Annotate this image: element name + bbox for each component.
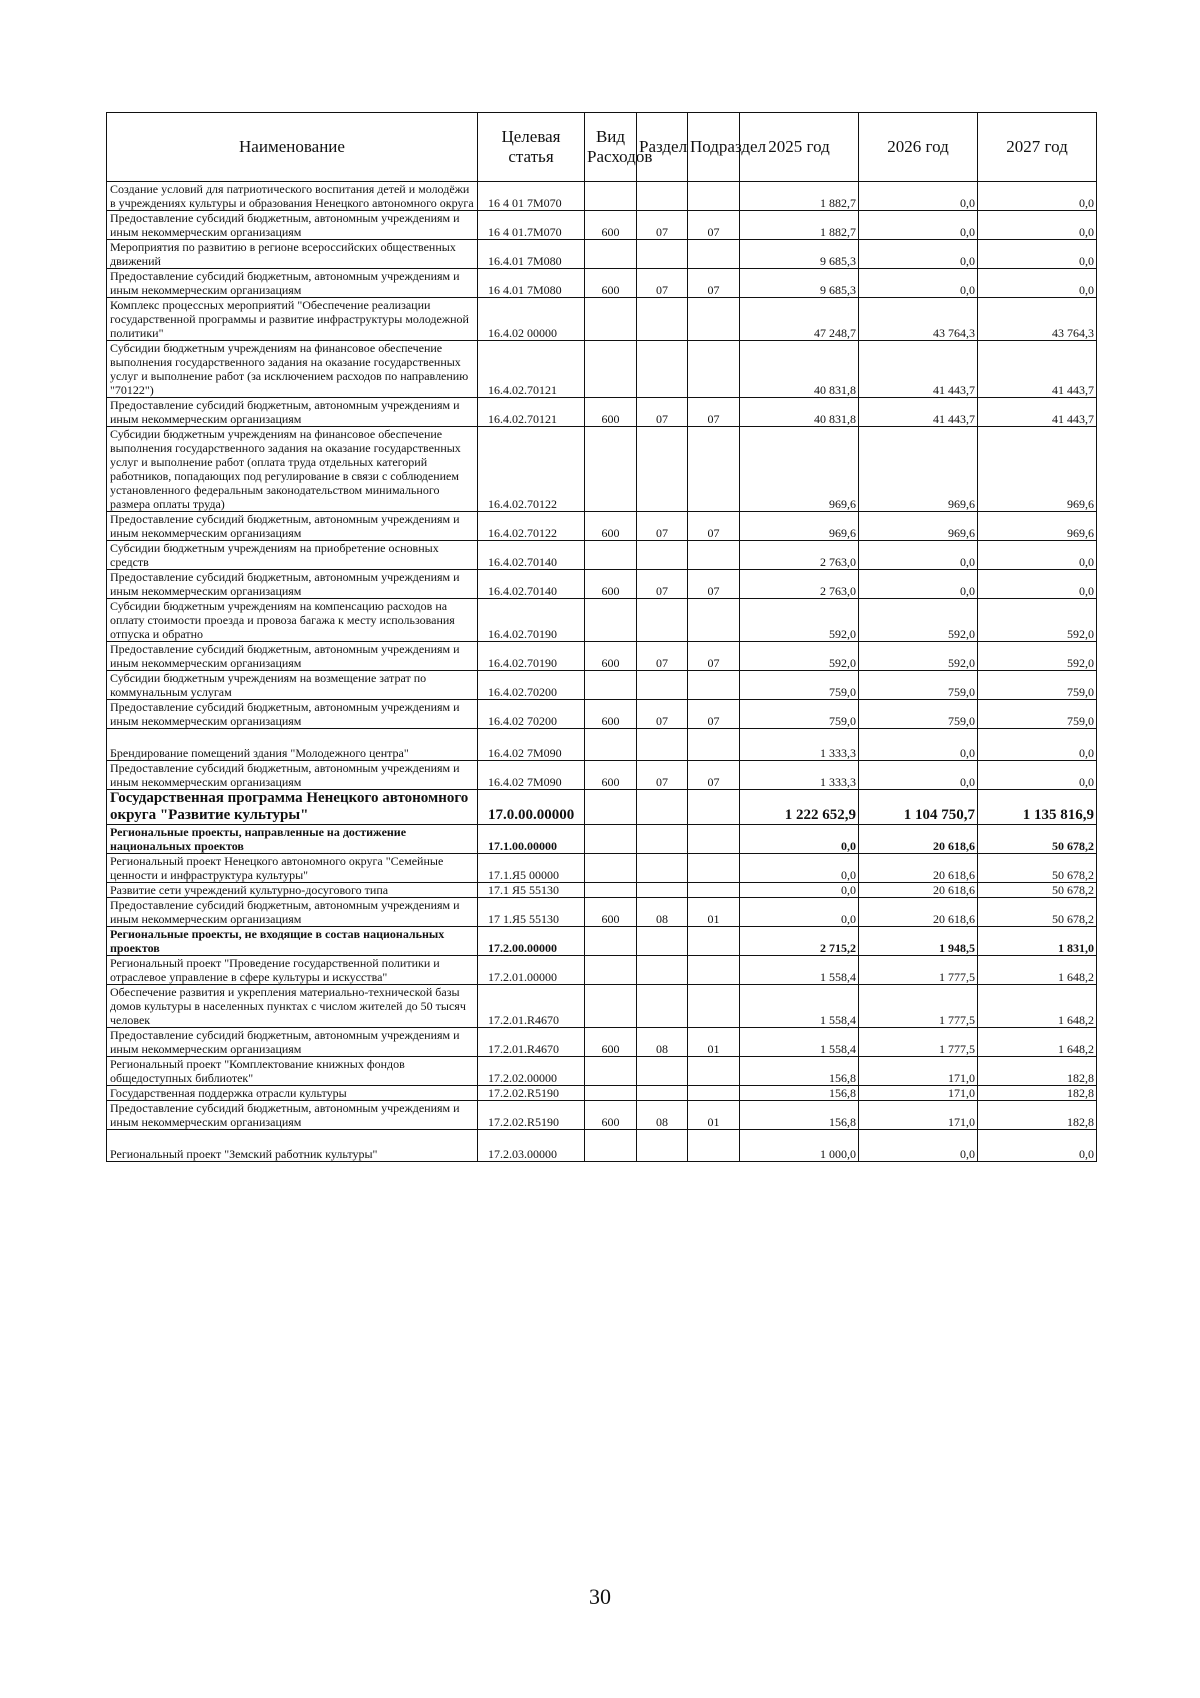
cell-subsection: 07 <box>688 269 740 298</box>
cell-target-article: 16 4.01 7М080 <box>478 269 585 298</box>
cell-expense-type <box>585 298 637 341</box>
cell-section: 07 <box>637 700 688 729</box>
cell-year-2025: 0,0 <box>740 883 859 898</box>
cell-year-2027: 0,0 <box>978 269 1097 298</box>
header-year-2026: 2026 год <box>859 113 978 182</box>
cell-expense-type: 600 <box>585 398 637 427</box>
cell-year-2025: 0,0 <box>740 898 859 927</box>
cell-section: 07 <box>637 512 688 541</box>
header-section: Раздел <box>637 113 688 182</box>
cell-target-article: 16.4.02 70200 <box>478 700 585 729</box>
cell-year-2027: 50 678,2 <box>978 825 1097 854</box>
cell-year-2025: 1 000,0 <box>740 1130 859 1162</box>
cell-year-2025: 9 685,3 <box>740 269 859 298</box>
cell-year-2026: 43 764,3 <box>859 298 978 341</box>
cell-expense-type <box>585 541 637 570</box>
table-row <box>107 240 1097 269</box>
cell-year-2026: 20 618,6 <box>859 854 978 883</box>
cell-year-2025: 47 248,7 <box>740 298 859 341</box>
page-number: 30 <box>589 1584 611 1609</box>
table-row <box>107 825 1097 854</box>
cell-target-article: 16.4.02.70121 <box>478 341 585 398</box>
cell-subsection: 07 <box>688 512 740 541</box>
cell-target-article: 17.2.01.R4670 <box>478 1028 585 1057</box>
cell-section <box>637 1057 688 1086</box>
cell-target-article: 17.2.00.00000 <box>478 927 585 956</box>
cell-year-2026: 20 618,6 <box>859 898 978 927</box>
header-target-article: Целевая статья <box>478 113 585 182</box>
cell-target-article: 17 1.Я5 55130 <box>478 898 585 927</box>
cell-section <box>637 599 688 642</box>
cell-section <box>637 298 688 341</box>
cell-name: Субсидии бюджетным учреждениям на возмещение затрат по коммунальным услугам <box>107 671 478 700</box>
cell-year-2026: 20 618,6 <box>859 825 978 854</box>
cell-year-2026: 0,0 <box>859 1130 978 1162</box>
header-subsection: Подраздел <box>688 113 740 182</box>
cell-year-2026: 171,0 <box>859 1057 978 1086</box>
cell-name: Предоставление субсидий бюджетным, автономным учреждениям и иным некоммерческим организациям <box>107 512 478 541</box>
cell-section <box>637 541 688 570</box>
cell-subsection: 07 <box>688 211 740 240</box>
cell-year-2026: 0,0 <box>859 761 978 790</box>
cell-subsection: 01 <box>688 1028 740 1057</box>
cell-target-article: 17.2.02.00000 <box>478 1057 585 1086</box>
cell-year-2025: 592,0 <box>740 642 859 671</box>
cell-year-2025: 1 558,4 <box>740 956 859 985</box>
cell-subsection: 07 <box>688 642 740 671</box>
cell-subsection <box>688 298 740 341</box>
cell-year-2027: 41 443,7 <box>978 341 1097 398</box>
cell-target-article: 16.4.02 7М090 <box>478 761 585 790</box>
cell-year-2025: 1 882,7 <box>740 182 859 211</box>
cell-name: Обеспечение развития и укрепления материально-технической базы домов культуры в населенных пунктах с числом жителей до 50 тысяч человек <box>107 985 478 1028</box>
cell-name: Региональные проекты, не входящие в состав национальных проектов <box>107 927 478 956</box>
header-row <box>107 113 1097 182</box>
cell-year-2027: 1 648,2 <box>978 985 1097 1028</box>
cell-expense-type: 600 <box>585 642 637 671</box>
table-row <box>107 1086 1097 1101</box>
cell-year-2027: 182,8 <box>978 1057 1097 1086</box>
cell-year-2025: 2 763,0 <box>740 570 859 599</box>
table-row <box>107 642 1097 671</box>
cell-year-2025: 40 831,8 <box>740 398 859 427</box>
cell-target-article: 17.2.01.R4670 <box>478 985 585 1028</box>
cell-section <box>637 854 688 883</box>
cell-year-2025: 759,0 <box>740 671 859 700</box>
cell-subsection <box>688 790 740 825</box>
cell-subsection <box>688 1057 740 1086</box>
cell-expense-type: 600 <box>585 898 637 927</box>
cell-year-2026: 1 777,5 <box>859 985 978 1028</box>
cell-year-2025: 1 222 652,9 <box>740 790 859 825</box>
cell-year-2027: 969,6 <box>978 427 1097 512</box>
header-expense-type: Вид Расходов <box>585 113 637 182</box>
cell-subsection <box>688 1130 740 1162</box>
cell-name: Предоставление субсидий бюджетным, автономным учреждениям и иным некоммерческим организациям <box>107 211 478 240</box>
header-name: Наименование <box>107 113 478 182</box>
cell-year-2027: 759,0 <box>978 700 1097 729</box>
cell-section: 07 <box>637 211 688 240</box>
cell-expense-type <box>585 1086 637 1101</box>
cell-year-2026: 0,0 <box>859 541 978 570</box>
table-row <box>107 729 1097 761</box>
cell-expense-type <box>585 985 637 1028</box>
cell-year-2026: 41 443,7 <box>859 341 978 398</box>
cell-year-2027: 592,0 <box>978 599 1097 642</box>
cell-name: Брендирование помещений здания "Молодежного центра" <box>107 729 478 761</box>
cell-year-2025: 1 333,3 <box>740 729 859 761</box>
cell-year-2026: 759,0 <box>859 671 978 700</box>
cell-year-2027: 0,0 <box>978 240 1097 269</box>
cell-target-article: 16.4.02 00000 <box>478 298 585 341</box>
table-row <box>107 956 1097 985</box>
cell-target-article: 17.2.02.R5190 <box>478 1101 585 1130</box>
header-year-2025: 2025 год <box>740 113 859 182</box>
table-row <box>107 211 1097 240</box>
cell-name: Региональный проект "Комплектование книжных фондов общедоступных библиотек" <box>107 1057 478 1086</box>
cell-name: Государственная программа Ненецкого автономного округа "Развитие культуры" <box>107 790 478 825</box>
cell-target-article: 17.1.00.00000 <box>478 825 585 854</box>
cell-year-2026: 969,6 <box>859 512 978 541</box>
cell-subsection <box>688 182 740 211</box>
table-row <box>107 341 1097 398</box>
cell-year-2026: 0,0 <box>859 240 978 269</box>
cell-name: Государственная поддержка отрасли культуры <box>107 1086 478 1101</box>
cell-year-2025: 1 558,4 <box>740 985 859 1028</box>
cell-year-2025: 1 882,7 <box>740 211 859 240</box>
cell-target-article: 16.4.01 7М080 <box>478 240 585 269</box>
cell-year-2027: 182,8 <box>978 1101 1097 1130</box>
cell-expense-type: 600 <box>585 700 637 729</box>
cell-expense-type <box>585 599 637 642</box>
cell-year-2027: 759,0 <box>978 671 1097 700</box>
cell-year-2025: 1 558,4 <box>740 1028 859 1057</box>
cell-expense-type: 600 <box>585 761 637 790</box>
cell-expense-type <box>585 240 637 269</box>
table-row <box>107 541 1097 570</box>
cell-year-2025: 0,0 <box>740 854 859 883</box>
table-row <box>107 570 1097 599</box>
table-row <box>107 671 1097 700</box>
cell-name: Субсидии бюджетным учреждениям на компенсацию расходов на оплату стоимости проезда и провоза багажа к месту использования отпуска и обратно <box>107 599 478 642</box>
cell-name: Предоставление субсидий бюджетным, автономным учреждениям и иным некоммерческим организациям <box>107 398 478 427</box>
cell-section: 07 <box>637 761 688 790</box>
cell-target-article: 16.4.02.70200 <box>478 671 585 700</box>
cell-section <box>637 883 688 898</box>
cell-name: Комплекс процессных мероприятий "Обеспечение реализации государственной программы и развитие инфраструктуры молодежной политики" <box>107 298 478 341</box>
table-row <box>107 883 1097 898</box>
cell-year-2025: 2 715,2 <box>740 927 859 956</box>
cell-year-2027: 0,0 <box>978 541 1097 570</box>
cell-year-2025: 969,6 <box>740 427 859 512</box>
cell-name: Предоставление субсидий бюджетным, автономным учреждениям и иным некоммерческим организациям <box>107 700 478 729</box>
table-row <box>107 599 1097 642</box>
table-row <box>107 182 1097 211</box>
cell-target-article: 16.4.02.70140 <box>478 570 585 599</box>
cell-year-2025: 156,8 <box>740 1057 859 1086</box>
cell-year-2025: 969,6 <box>740 512 859 541</box>
cell-section <box>637 729 688 761</box>
cell-expense-type <box>585 182 637 211</box>
cell-name: Субсидии бюджетным учреждениям на финансовое обеспечение выполнения государственного задания на оказание государственных услуг и выполнение работ (оплата труда отдельных категорий работников, попадающих под регулирование в связи с соблюдением установленного федеральным законодательством минимального размера оплаты труда) <box>107 427 478 512</box>
cell-subsection <box>688 240 740 269</box>
cell-name: Предоставление субсидий бюджетным, автономным учреждениям и иным некоммерческим организациям <box>107 1028 478 1057</box>
cell-year-2026: 171,0 <box>859 1101 978 1130</box>
cell-year-2027: 592,0 <box>978 642 1097 671</box>
cell-year-2025: 592,0 <box>740 599 859 642</box>
cell-year-2026: 0,0 <box>859 570 978 599</box>
cell-name: Предоставление субсидий бюджетным, автономным учреждениям и иным некоммерческим организациям <box>107 898 478 927</box>
cell-subsection <box>688 427 740 512</box>
cell-target-article: 17.2.01.00000 <box>478 956 585 985</box>
cell-year-2027: 0,0 <box>978 1130 1097 1162</box>
cell-year-2026: 0,0 <box>859 211 978 240</box>
cell-section: 07 <box>637 269 688 298</box>
cell-expense-type: 600 <box>585 512 637 541</box>
cell-year-2026: 969,6 <box>859 427 978 512</box>
cell-name: Предоставление субсидий бюджетным, автономным учреждениям и иным некоммерческим организациям <box>107 1101 478 1130</box>
cell-target-article: 17.1 Я5 55130 <box>478 883 585 898</box>
cell-expense-type <box>585 341 637 398</box>
cell-section <box>637 182 688 211</box>
cell-year-2026: 592,0 <box>859 642 978 671</box>
cell-name: Предоставление субсидий бюджетным, автономным учреждениям и иным некоммерческим организациям <box>107 570 478 599</box>
cell-year-2026: 1 777,5 <box>859 1028 978 1057</box>
cell-year-2026: 171,0 <box>859 1086 978 1101</box>
table-row <box>107 298 1097 341</box>
cell-expense-type: 600 <box>585 1101 637 1130</box>
cell-expense-type <box>585 427 637 512</box>
cell-expense-type <box>585 729 637 761</box>
cell-subsection <box>688 956 740 985</box>
cell-expense-type <box>585 927 637 956</box>
cell-subsection <box>688 1086 740 1101</box>
cell-year-2026: 592,0 <box>859 599 978 642</box>
cell-section <box>637 1086 688 1101</box>
cell-name: Региональный проект Ненецкого автономного округа "Семейные ценности и инфраструктура культуры" <box>107 854 478 883</box>
cell-section <box>637 427 688 512</box>
cell-expense-type <box>585 883 637 898</box>
cell-section <box>637 240 688 269</box>
cell-subsection <box>688 883 740 898</box>
cell-expense-type <box>585 790 637 825</box>
cell-section: 08 <box>637 1101 688 1130</box>
cell-subsection: 07 <box>688 700 740 729</box>
cell-section <box>637 956 688 985</box>
cell-target-article: 16.4.02.70121 <box>478 398 585 427</box>
cell-year-2025: 759,0 <box>740 700 859 729</box>
cell-expense-type <box>585 956 637 985</box>
cell-section: 07 <box>637 398 688 427</box>
cell-target-article: 16.4.02.70122 <box>478 512 585 541</box>
cell-year-2027: 50 678,2 <box>978 883 1097 898</box>
cell-name: Субсидии бюджетным учреждениям на приобретение основных средств <box>107 541 478 570</box>
table-row <box>107 854 1097 883</box>
cell-target-article: 16 4 01 7М070 <box>478 182 585 211</box>
cell-expense-type <box>585 671 637 700</box>
cell-target-article: 16.4.02.70122 <box>478 427 585 512</box>
cell-target-article: 17.2.03.00000 <box>478 1130 585 1162</box>
cell-name: Мероприятия по развитию в регионе всероссийских общественных движений <box>107 240 478 269</box>
cell-target-article: 17.2.02.R5190 <box>478 1086 585 1101</box>
cell-year-2025: 40 831,8 <box>740 341 859 398</box>
cell-section <box>637 825 688 854</box>
cell-year-2027: 0,0 <box>978 211 1097 240</box>
cell-expense-type: 600 <box>585 211 637 240</box>
table-row <box>107 512 1097 541</box>
cell-subsection <box>688 729 740 761</box>
cell-year-2025: 156,8 <box>740 1101 859 1130</box>
cell-target-article: 16 4 01.7М070 <box>478 211 585 240</box>
header-year-2027: 2027 год <box>978 113 1097 182</box>
table-row <box>107 927 1097 956</box>
cell-target-article: 16.4.02.70140 <box>478 541 585 570</box>
cell-year-2025: 156,8 <box>740 1086 859 1101</box>
cell-year-2027: 0,0 <box>978 182 1097 211</box>
cell-subsection <box>688 825 740 854</box>
cell-expense-type: 600 <box>585 269 637 298</box>
cell-year-2026: 41 443,7 <box>859 398 978 427</box>
cell-year-2027: 0,0 <box>978 729 1097 761</box>
cell-section <box>637 790 688 825</box>
table-row <box>107 427 1097 512</box>
table-row <box>107 761 1097 790</box>
cell-section <box>637 341 688 398</box>
cell-expense-type <box>585 1130 637 1162</box>
cell-year-2027: 43 764,3 <box>978 298 1097 341</box>
cell-name: Предоставление субсидий бюджетным, автономным учреждениям и иным некоммерческим организациям <box>107 761 478 790</box>
cell-year-2026: 0,0 <box>859 269 978 298</box>
table-row <box>107 700 1097 729</box>
cell-expense-type <box>585 1057 637 1086</box>
cell-subsection <box>688 599 740 642</box>
cell-year-2026: 1 948,5 <box>859 927 978 956</box>
cell-subsection: 01 <box>688 1101 740 1130</box>
cell-section: 08 <box>637 1028 688 1057</box>
cell-target-article: 16.4.02.70190 <box>478 642 585 671</box>
cell-year-2025: 2 763,0 <box>740 541 859 570</box>
cell-expense-type: 600 <box>585 570 637 599</box>
cell-subsection <box>688 927 740 956</box>
table-body <box>107 182 1097 1162</box>
cell-subsection: 07 <box>688 570 740 599</box>
table-row <box>107 1101 1097 1130</box>
cell-year-2027: 1 831,0 <box>978 927 1097 956</box>
cell-year-2025: 9 685,3 <box>740 240 859 269</box>
cell-year-2025: 1 333,3 <box>740 761 859 790</box>
cell-target-article: 17.0.00.00000 <box>478 790 585 825</box>
cell-year-2027: 1 135 816,9 <box>978 790 1097 825</box>
cell-target-article: 17.1.Я5 00000 <box>478 854 585 883</box>
cell-year-2026: 1 104 750,7 <box>859 790 978 825</box>
cell-subsection <box>688 671 740 700</box>
table-row <box>107 1028 1097 1057</box>
cell-name: Создание условий для патриотического воспитания детей и молодёжи в учреждениях культуры и образования Ненецкого автономного округа <box>107 182 478 211</box>
cell-section <box>637 985 688 1028</box>
cell-target-article: 16.4.02.70190 <box>478 599 585 642</box>
cell-target-article: 16.4.02 7М090 <box>478 729 585 761</box>
table-row <box>107 898 1097 927</box>
cell-subsection: 07 <box>688 398 740 427</box>
table-row <box>107 398 1097 427</box>
cell-section <box>637 1130 688 1162</box>
cell-year-2027: 50 678,2 <box>978 898 1097 927</box>
cell-section <box>637 671 688 700</box>
table-row <box>107 790 1097 825</box>
cell-name: Субсидии бюджетным учреждениям на финансовое обеспечение выполнения государственного задания на оказание государственных услуг и выполнение работ (за исключением расходов по направлению "70122") <box>107 341 478 398</box>
cell-subsection <box>688 341 740 398</box>
cell-subsection <box>688 985 740 1028</box>
cell-year-2027: 1 648,2 <box>978 1028 1097 1057</box>
cell-name: Региональный проект "Проведение государственной политики и отраслевое управление в сфере культуры и искусства" <box>107 956 478 985</box>
cell-section <box>637 927 688 956</box>
cell-subsection <box>688 541 740 570</box>
cell-year-2026: 0,0 <box>859 182 978 211</box>
cell-expense-type: 600 <box>585 1028 637 1057</box>
cell-subsection <box>688 854 740 883</box>
table-row <box>107 269 1097 298</box>
cell-section: 07 <box>637 570 688 599</box>
cell-section: 08 <box>637 898 688 927</box>
table-row <box>107 985 1097 1028</box>
cell-year-2027: 1 648,2 <box>978 956 1097 985</box>
cell-year-2027: 41 443,7 <box>978 398 1097 427</box>
cell-name: Развитие сети учреждений культурно-досугового типа <box>107 883 478 898</box>
cell-year-2027: 0,0 <box>978 570 1097 599</box>
cell-year-2026: 20 618,6 <box>859 883 978 898</box>
cell-section: 07 <box>637 642 688 671</box>
table-row <box>107 1130 1097 1162</box>
cell-expense-type <box>585 854 637 883</box>
cell-name: Региональные проекты, направленные на достижение национальных проектов <box>107 825 478 854</box>
cell-year-2026: 0,0 <box>859 729 978 761</box>
cell-name: Региональный проект "Земский работник культуры" <box>107 1130 478 1162</box>
cell-year-2026: 1 777,5 <box>859 956 978 985</box>
cell-year-2025: 0,0 <box>740 825 859 854</box>
cell-subsection: 07 <box>688 761 740 790</box>
cell-name: Предоставление субсидий бюджетным, автономным учреждениям и иным некоммерческим организациям <box>107 269 478 298</box>
cell-year-2027: 969,6 <box>978 512 1097 541</box>
cell-year-2027: 182,8 <box>978 1086 1097 1101</box>
cell-name: Предоставление субсидий бюджетным, автономным учреждениям и иным некоммерческим организациям <box>107 642 478 671</box>
cell-year-2027: 50 678,2 <box>978 854 1097 883</box>
cell-subsection: 01 <box>688 898 740 927</box>
cell-expense-type <box>585 825 637 854</box>
table-row <box>107 1057 1097 1086</box>
budget-table <box>106 112 1097 1162</box>
cell-year-2027: 0,0 <box>978 761 1097 790</box>
cell-year-2026: 759,0 <box>859 700 978 729</box>
